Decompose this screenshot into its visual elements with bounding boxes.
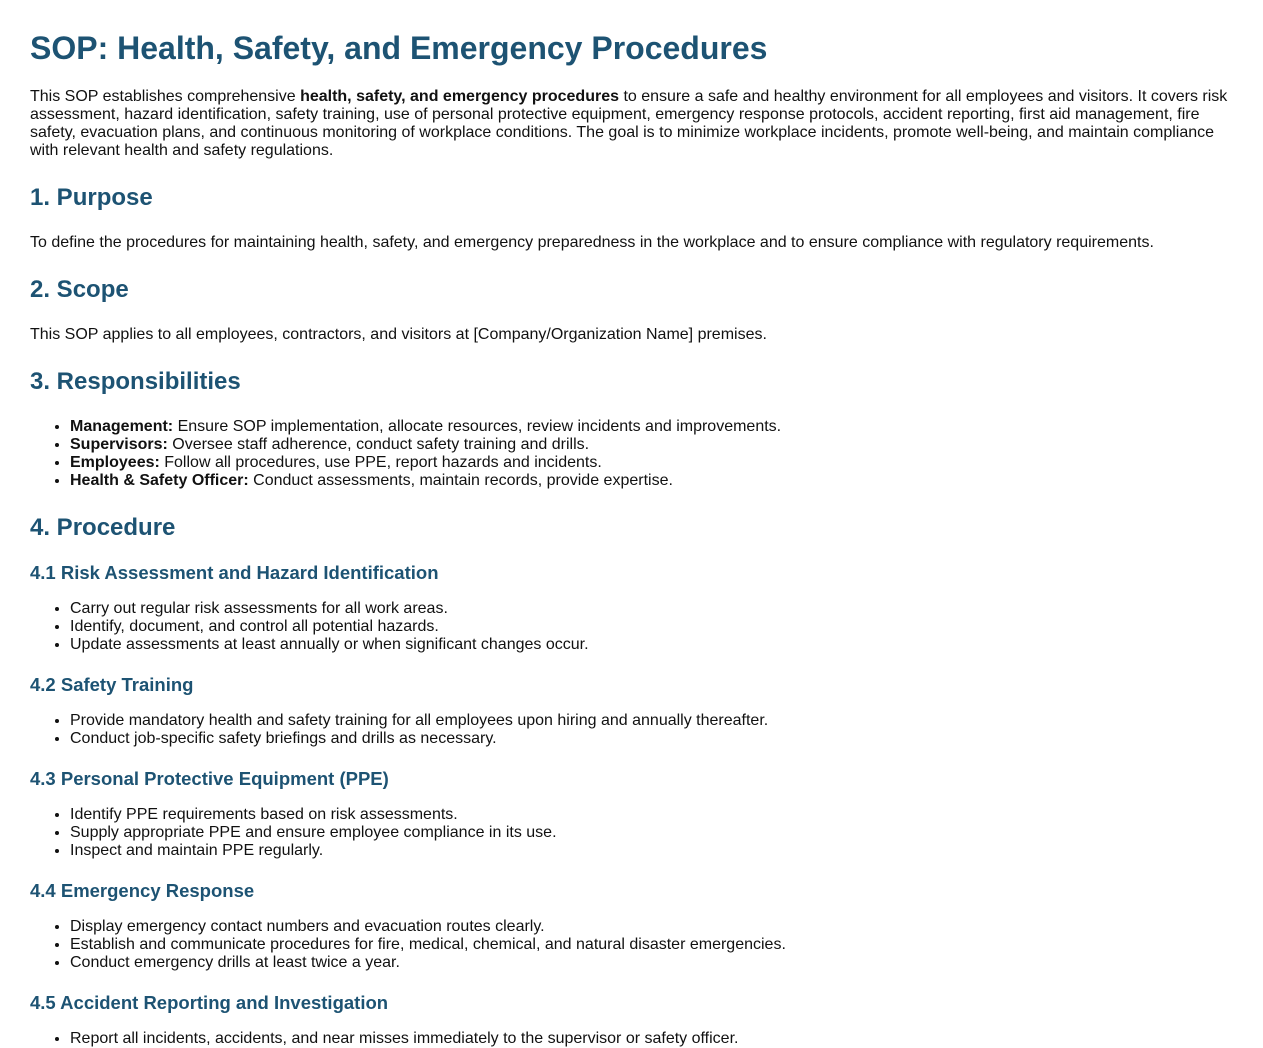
role-description: Ensure SOP implementation, allocate resources, review incidents and improvements.: [173, 418, 782, 435]
subsection-list: [30, 1030, 1233, 1048]
page-title: SOP: Health, Safety, and Emergency Procedures: [30, 30, 768, 66]
list-item: • Inspect and maintain PPE regularly.: [70, 842, 1233, 860]
intro-text-bold: health, safety, and emergency procedures: [300, 88, 619, 105]
list-item: • Provide mandatory health and safety training for all employees upon hiring and annually thereafter.: [70, 712, 1233, 730]
role-label: Management:: [70, 418, 174, 435]
subsection-heading: 4.3 Personal Protective Equipment (PPE): [30, 768, 389, 789]
intro-paragraph: [30, 88, 1233, 160]
role-description: Oversee staff adherence, conduct safety training and drills.: [167, 436, 590, 453]
purpose-heading: 1. Purpose: [30, 184, 153, 211]
intro-text-end: to ensure a safe and healthy environment for all employees and visitors. It covers risk assessment, hazard identification, safety training, use of personal protective equipment, emergency response protocols, accident reporting, first aid management, fire safety, evacuation plans, and continuous monitoring of workplace conditions. The goal is to minimize workplace incidents, promote well-being, and maintain compliance with relevant health and safety regulations.: [30, 88, 1228, 159]
list-item: • Update assessments at least annually or when significant changes occur.: [70, 636, 1233, 654]
list-item: [70, 454, 1233, 472]
list-item: • Conduct emergency drills at least twice a year.: [70, 954, 1233, 972]
role-label: Employees:: [70, 454, 160, 471]
subsection-heading: 4.2 Safety Training: [30, 674, 194, 695]
list-item: • Carry out regular risk assessments for all work areas.: [70, 600, 1233, 618]
list-item: • Display emergency contact numbers and evacuation routes clearly.: [70, 918, 1233, 936]
subsection-heading: 4.1 Risk Assessment and Hazard Identification: [30, 562, 439, 583]
responsibilities-list: [30, 418, 1233, 490]
subsection-list: [30, 806, 1233, 860]
list-item: • Supply appropriate PPE and ensure employee compliance in its use.: [70, 824, 1233, 842]
role-label: Health & Safety Officer:: [70, 472, 249, 489]
list-item: • Identify PPE requirements based on risk assessments.: [70, 806, 1233, 824]
subsection-list: [30, 712, 1233, 748]
list-item: [70, 436, 1233, 454]
list-item: • Report all incidents, accidents, and near misses immediately to the supervisor or safety officer.: [70, 1030, 1233, 1048]
list-item: [70, 418, 1233, 436]
list-item: [70, 472, 1233, 490]
role-description: Follow all procedures, use PPE, report hazards and incidents.: [159, 454, 602, 471]
purpose-text: To define the procedures for maintaining health, safety, and emergency preparedness in the workplace and to ensure compliance with regulatory requirements.: [30, 234, 1154, 251]
subsection-heading: 4.4 Emergency Response: [30, 880, 255, 901]
subsection-list: [30, 600, 1233, 654]
subsection-list: [30, 918, 1233, 972]
list-item: • Conduct job-specific safety briefings and drills as necessary.: [70, 730, 1233, 748]
responsibilities-heading: 3. Responsibilities: [30, 368, 241, 395]
subsection-heading: 4.5 Accident Reporting and Investigation: [30, 992, 389, 1013]
procedure-heading: 4. Procedure: [30, 514, 176, 541]
scope-text: This SOP applies to all employees, contractors, and visitors at [Company/Organization Name] premises.: [30, 326, 767, 343]
role-description: Conduct assessments, maintain records, provide expertise.: [248, 472, 673, 489]
intro-text-start: This SOP establishes comprehensive: [30, 88, 301, 105]
list-item: • Identify, document, and control all potential hazards.: [70, 618, 1233, 636]
list-item: • Establish and communicate procedures for fire, medical, chemical, and natural disaster emergencies.: [70, 936, 1233, 954]
scope-heading: 2. Scope: [30, 276, 129, 303]
role-label: Supervisors:: [70, 436, 168, 453]
